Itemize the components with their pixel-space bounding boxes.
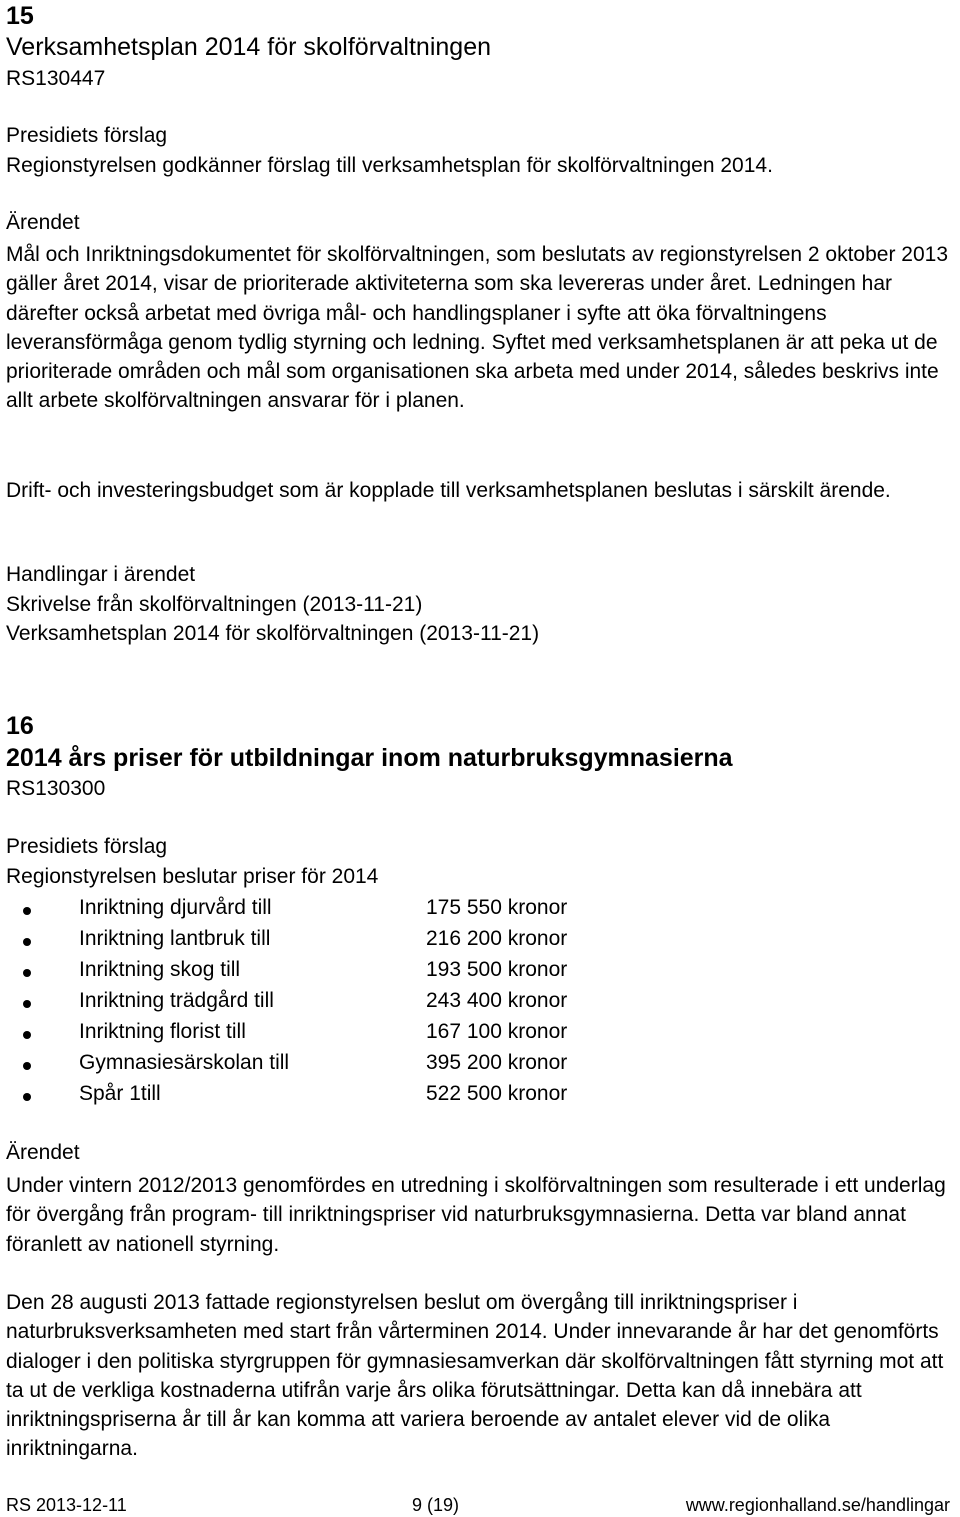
- item-15-matter-paragraph-1: Mål och Inriktningsdokumentet för skolförvaltningen, som beslutats av regionstyrelsen 2 oktober 2013 gäller året 2014, visar de prioriterade aktiviteterna som ska levereras under året. Ledningen har därefter också arbetat med övriga mål- och handlingsplaner i syfte att öka förvaltningens leveransförmåga genom tydlig styrning och ledning. Syftet med verksamhetsplanen är att peka ut de prioriterade områden och mål som organisationen ska arbeta med under 2014, således beskrivs inte allt arbete skolförvaltningen ansvarar för i planen.: [6, 243, 949, 413]
- price-label: Inriktning florist till: [79, 1020, 246, 1043]
- footer-date: RS 2013-12-11: [6, 1495, 127, 1515]
- footer-page-number: 9 (19): [412, 1495, 460, 1515]
- price-amount: 167 100 kronor: [426, 1020, 568, 1043]
- price-label: Spår 1till: [79, 1082, 161, 1105]
- bullet-icon: [23, 1062, 31, 1070]
- bullet-icon: [23, 969, 31, 977]
- bullet-icon: [23, 938, 31, 946]
- item-16-matter-heading: Ärendet: [6, 1141, 80, 1164]
- price-amount: 175 550 kronor: [426, 896, 568, 919]
- item-16-title: 2014 års priser för utbildningar inom naturbruksgymnasierna: [6, 744, 733, 772]
- bullet-icon: [23, 1093, 31, 1101]
- item-16-ref: RS130300: [6, 777, 106, 800]
- item-15-doc-2: Verksamhetsplan 2014 för skolförvaltningen (2013-11-21): [6, 622, 540, 645]
- price-label: Gymnasiesärskolan till: [79, 1051, 290, 1074]
- item-16-number: 16: [6, 712, 34, 740]
- price-amount: 193 500 kronor: [426, 958, 568, 981]
- item-16-matter-paragraph-2: Den 28 augusti 2013 fattade regionstyrelsen beslut om övergång till inriktningspriser i naturbruksverksamheten med start från vårterminen 2014. Under innevarande år har det genomförts dialoger i den politiska styrgruppen för gymnasiesamverkan där skolförvaltningen fått styrning mot att ta ut de verkliga kostnaderna utifrån varje års olika förutsättningar. Detta kan då innebära att inriktningspriserna år till år kan komma att variera beroende av antalet elever vid de olika inriktningarna.: [6, 1291, 944, 1461]
- item-15-matter-heading: Ärendet: [6, 211, 80, 234]
- bullet-icon: [23, 1031, 31, 1039]
- footer-url: www.regionhalland.se/handlingar: [685, 1495, 950, 1515]
- price-label: Inriktning skog till: [79, 958, 241, 981]
- item-15-proposal-heading: Presidiets förslag: [6, 124, 168, 147]
- item-15-number: 15: [6, 2, 34, 30]
- price-amount: 216 200 kronor: [426, 927, 568, 950]
- price-label: Inriktning lantbruk till: [79, 927, 271, 950]
- item-16-proposal-heading: Presidiets förslag: [6, 835, 168, 858]
- price-label: Inriktning trädgård till: [79, 989, 274, 1012]
- bullet-icon: [23, 907, 31, 915]
- item-15-docs-heading: Handlingar i ärendet: [6, 563, 196, 586]
- price-amount: 522 500 kronor: [426, 1082, 568, 1105]
- price-amount: 395 200 kronor: [426, 1051, 568, 1074]
- price-label: Inriktning djurvård till: [79, 896, 272, 919]
- item-15-matter-paragraph-2: Drift- och investeringsbudget som är kopplade till verksamhetsplanen beslutas i särskilt ärende.: [6, 479, 891, 502]
- item-15-ref: RS130447: [6, 67, 106, 90]
- item-15-title: Verksamhetsplan 2014 för skolförvaltningen: [6, 33, 492, 61]
- item-15-proposal-text: Regionstyrelsen godkänner förslag till verksamhetsplan för skolförvaltningen 2014.: [6, 154, 773, 177]
- item-16-proposal-text: Regionstyrelsen beslutar priser för 2014: [6, 865, 379, 888]
- price-amount: 243 400 kronor: [426, 989, 568, 1012]
- bullet-icon: [23, 1000, 31, 1008]
- item-15-doc-1: Skrivelse från skolförvaltningen (2013-11-21): [6, 593, 423, 616]
- item-16-matter-paragraph-1: Under vintern 2012/2013 genomfördes en utredning i skolförvaltningen som resulterade i ett underlag för övergång från program- till inriktningspriser vid naturbruksgymnasierna. Detta var bland annat föranlett av nationell styrning.: [6, 1174, 946, 1256]
